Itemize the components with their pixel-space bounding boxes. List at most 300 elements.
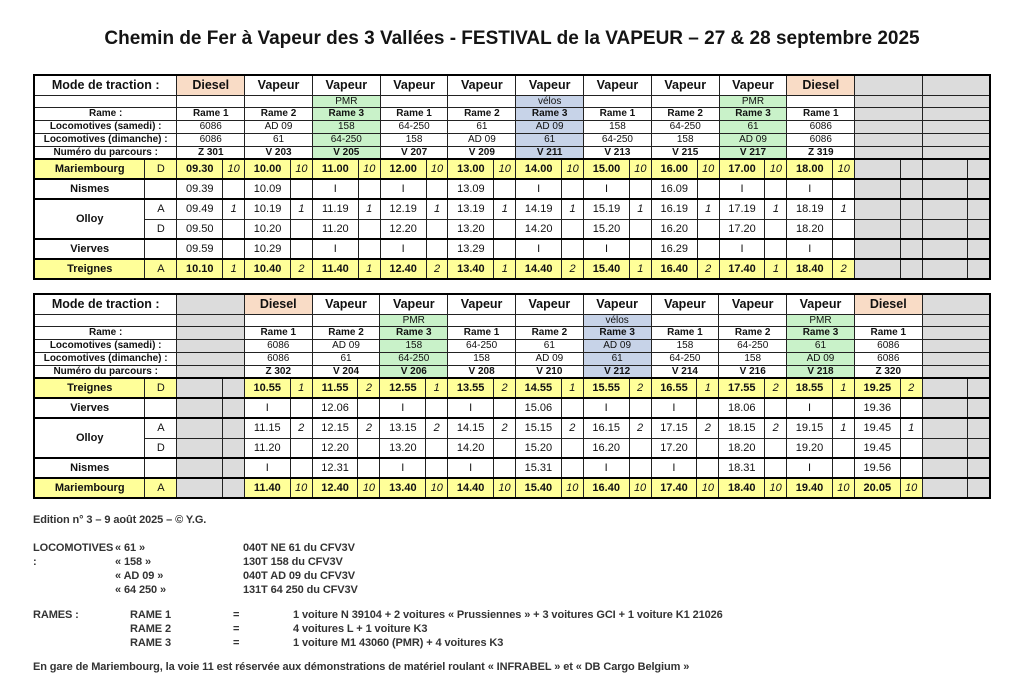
loco-samedi-cell: 64-250 [651, 120, 719, 133]
locomotive-key: « 64 250 » [115, 584, 166, 596]
time-cell: 12.40 [312, 478, 358, 498]
locomotive-key: « 158 » [115, 556, 152, 568]
empty-cell [922, 438, 968, 458]
time-cell: 16.40 [651, 259, 697, 279]
timetable-treignes-to-mariembourg [33, 293, 991, 499]
time-cell: 13.15 [380, 418, 426, 438]
stop-letter-cell [145, 458, 177, 478]
empty-cell [968, 159, 990, 179]
time-cell: 11.20 [244, 438, 290, 458]
rame-equals: = [233, 609, 240, 621]
empty-cell [900, 259, 922, 279]
track-cell: 10 [426, 478, 448, 498]
time-cell: 15.20 [515, 438, 561, 458]
rame-cell: Rame 2 [515, 326, 583, 339]
header-label-mode: Mode de traction : [34, 294, 177, 314]
station-cell: Vierves [34, 239, 145, 259]
time-cell: 16.00 [651, 159, 697, 179]
parcours-number-cell: V 204 [312, 365, 380, 378]
track-cell [290, 438, 312, 458]
track-cell: 10 [832, 478, 854, 498]
track-cell: 1 [697, 199, 719, 219]
loco-dimanche-cell: 158 [651, 133, 719, 146]
track-cell [765, 398, 787, 418]
parcours-number-cell: V 218 [787, 365, 855, 378]
track-cell [494, 219, 516, 239]
traction-mode-cell: Vapeur [719, 294, 787, 314]
loco-dimanche-cell: AD 09 [448, 133, 516, 146]
track-cell: 10 [900, 478, 922, 498]
loco-samedi-cell: 6086 [177, 120, 245, 133]
rame-cell: Rame 1 [380, 107, 448, 120]
header-label-dimanche: Locomotives (dimanche) : [34, 133, 177, 146]
track-cell [900, 438, 922, 458]
parcours-number-cell: Z 319 [787, 146, 855, 159]
empty-cell [855, 219, 901, 239]
empty-cell [177, 339, 245, 352]
station-cell: Olloy [34, 199, 145, 239]
empty-cell [922, 259, 968, 279]
time-cell: 13.40 [448, 259, 494, 279]
parcours-number-cell: V 205 [312, 146, 380, 159]
edition-line: Edition n° 3 – 9 août 2025 – © Y.G. [33, 514, 207, 526]
track-cell [223, 179, 245, 199]
empty-cell [900, 199, 922, 219]
track-cell [562, 239, 584, 259]
track-cell [629, 458, 651, 478]
track-cell [765, 458, 787, 478]
service-tag-cell [448, 314, 516, 326]
empty-cell [855, 199, 901, 219]
parcours-number-cell: V 216 [719, 365, 787, 378]
time-cell: 20.05 [854, 478, 900, 498]
track-cell: 1 [290, 378, 312, 398]
track-cell: 1 [290, 199, 312, 219]
empty-cell [922, 418, 968, 438]
service-tag-cell: PMR [719, 95, 787, 107]
time-cell: 11.40 [244, 478, 290, 498]
track-cell: 1 [426, 378, 448, 398]
track-cell: 10 [629, 159, 651, 179]
time-cell: 17.20 [651, 438, 697, 458]
parcours-number-cell: V 217 [719, 146, 787, 159]
time-cell: 14.19 [516, 199, 562, 219]
time-cell: I [312, 179, 358, 199]
track-cell: 1 [494, 259, 516, 279]
time-cell: 10.20 [245, 219, 291, 239]
rame-cell: Rame 1 [651, 326, 719, 339]
track-cell [561, 458, 583, 478]
time-cell: I [787, 179, 833, 199]
track-cell: 1 [561, 378, 583, 398]
track-cell: 2 [697, 259, 719, 279]
track-cell: 10 [629, 478, 651, 498]
loco-dimanche-cell: 64-250 [584, 133, 652, 146]
track-cell: 1 [629, 259, 651, 279]
time-cell: 18.20 [719, 438, 765, 458]
empty-cell [922, 478, 968, 498]
service-tag-cell: PMR [787, 314, 855, 326]
time-cell: 10.10 [177, 259, 223, 279]
track-cell: 10 [494, 159, 516, 179]
track-cell: 1 [697, 378, 719, 398]
service-tag-cell [651, 95, 719, 107]
rame-cell: Rame 1 [448, 326, 516, 339]
loco-samedi-cell: 61 [448, 120, 516, 133]
track-cell: 2 [765, 418, 787, 438]
time-cell: 12.19 [380, 199, 426, 219]
time-cell: 12.31 [312, 458, 358, 478]
empty-cell [968, 179, 990, 199]
track-cell: 10 [290, 478, 312, 498]
loco-samedi-cell: AD 09 [312, 339, 380, 352]
rame-key: RAME 3 [130, 637, 171, 649]
time-cell: 16.40 [583, 478, 629, 498]
time-cell: I [787, 398, 833, 418]
track-cell [561, 398, 583, 418]
service-tag-cell [787, 95, 855, 107]
track-cell: 2 [629, 378, 651, 398]
service-tag-cell: vélos [516, 95, 584, 107]
empty-cell [922, 378, 968, 398]
loco-samedi-cell: 6086 [854, 339, 922, 352]
empty-cell [177, 418, 223, 438]
empty-cell [922, 146, 990, 159]
track-cell [765, 219, 787, 239]
track-cell: 10 [697, 159, 719, 179]
locomotive-desc: 040T NE 61 du CFV3V [243, 542, 355, 554]
loco-dimanche-cell: 64-250 [380, 352, 448, 365]
track-cell [426, 219, 448, 239]
rames-label: RAMES : [33, 609, 79, 621]
locomotives-label [33, 569, 115, 583]
rame-cell: Rame 3 [312, 107, 380, 120]
empty-cell [922, 352, 990, 365]
time-cell: 15.55 [583, 378, 629, 398]
rame-row [33, 608, 991, 622]
stop-letter-cell: D [145, 219, 177, 239]
header-label-rame: Rame : [34, 107, 177, 120]
traction-mode-cell: Vapeur [245, 75, 313, 95]
time-cell: I [787, 239, 833, 259]
track-cell: 10 [562, 159, 584, 179]
rames-legend [33, 608, 991, 650]
rame-cell: Rame 3 [787, 326, 855, 339]
track-cell [900, 458, 922, 478]
loco-samedi-cell: 158 [380, 339, 448, 352]
track-cell [426, 179, 448, 199]
time-cell: 12.20 [380, 219, 426, 239]
empty-cell [223, 398, 245, 418]
locomotives-label: LOCOMOTIVES : [33, 542, 114, 568]
locomotive-desc: 130T 158 du CFV3V [243, 556, 343, 568]
loco-dimanche-cell: 64-250 [651, 352, 719, 365]
time-cell: 12.06 [312, 398, 358, 418]
track-cell: 1 [426, 199, 448, 219]
track-cell: 2 [358, 378, 380, 398]
time-cell: 12.15 [312, 418, 358, 438]
track-cell [629, 219, 651, 239]
time-cell: 17.40 [651, 478, 697, 498]
time-cell: 17.15 [651, 418, 697, 438]
rame-cell: Rame 2 [448, 107, 516, 120]
track-cell [697, 179, 719, 199]
loco-samedi-cell: 64-250 [380, 120, 448, 133]
track-cell: 10 [358, 159, 380, 179]
traction-mode-cell: Vapeur [515, 294, 583, 314]
empty-cell [922, 95, 990, 107]
time-cell: 15.00 [584, 159, 630, 179]
service-tag-cell [244, 314, 312, 326]
time-cell: I [787, 458, 833, 478]
track-cell [494, 398, 516, 418]
loco-dimanche-cell: 64-250 [312, 133, 380, 146]
track-cell: 2 [290, 418, 312, 438]
traction-mode-cell: Vapeur [448, 75, 516, 95]
loco-dimanche-cell: 6086 [787, 133, 855, 146]
track-cell: 2 [765, 378, 787, 398]
time-cell: 13.29 [448, 239, 494, 259]
empty-cell [900, 219, 922, 239]
service-tag-cell [380, 95, 448, 107]
empty-cell [900, 159, 922, 179]
rame-desc: 4 voitures L + 1 voiture K3 [293, 623, 428, 635]
time-cell: 15.20 [584, 219, 630, 239]
time-cell: I [312, 239, 358, 259]
track-cell: 2 [290, 259, 312, 279]
traction-mode-cell: Vapeur [448, 294, 516, 314]
track-cell [833, 219, 855, 239]
track-cell [494, 179, 516, 199]
loco-dimanche-cell: 61 [312, 352, 380, 365]
time-cell: 12.00 [380, 159, 426, 179]
track-cell [290, 219, 312, 239]
track-cell [833, 179, 855, 199]
time-cell: I [583, 458, 629, 478]
rame-cell: Rame 1 [787, 107, 855, 120]
service-tag-cell [448, 95, 516, 107]
parcours-number-cell: V 212 [583, 365, 651, 378]
loco-samedi-cell: 61 [787, 339, 855, 352]
service-tag-cell [584, 95, 652, 107]
track-cell [629, 398, 651, 418]
empty-cell [922, 458, 968, 478]
track-cell: 1 [223, 259, 245, 279]
track-cell: 2 [561, 418, 583, 438]
empty-cell [855, 179, 901, 199]
loco-dimanche-cell: AD 09 [787, 352, 855, 365]
service-tag-cell [515, 314, 583, 326]
track-11-note: En gare de Mariembourg, la voie 11 est réservée aux démonstrations de matériel roulant « INFRABEL » et « DB Cargo Belgium » [33, 661, 690, 673]
track-cell [697, 438, 719, 458]
time-cell: 18.40 [719, 478, 765, 498]
time-cell: 18.15 [719, 418, 765, 438]
rame-key: RAME 1 [130, 609, 171, 621]
stop-letter-cell: A [145, 418, 177, 438]
loco-dimanche-cell: AD 09 [515, 352, 583, 365]
traction-mode-cell: Vapeur [380, 75, 448, 95]
track-cell [358, 438, 380, 458]
empty-cell [177, 294, 245, 314]
timetable-mariembourg-to-treignes [33, 74, 991, 280]
header-label-blank [34, 314, 177, 326]
header-label-dimanche: Locomotives (dimanche) : [34, 352, 177, 365]
parcours-number-cell: Z 301 [177, 146, 245, 159]
locomotives-label [33, 555, 115, 569]
empty-cell [177, 365, 245, 378]
stop-letter-cell: D [145, 159, 177, 179]
track-cell [765, 179, 787, 199]
time-cell: I [583, 398, 629, 418]
empty-cell [223, 418, 245, 438]
time-cell: 13.20 [380, 438, 426, 458]
empty-cell [922, 107, 990, 120]
time-cell: 17.55 [719, 378, 765, 398]
track-cell [358, 398, 380, 418]
track-cell [426, 458, 448, 478]
rame-row [33, 636, 991, 650]
parcours-number-cell: V 209 [448, 146, 516, 159]
time-cell: 10.19 [245, 199, 291, 219]
time-cell: 19.45 [854, 418, 900, 438]
track-cell: 1 [358, 199, 380, 219]
header-label-rame: Rame : [34, 326, 177, 339]
time-cell: 14.20 [516, 219, 562, 239]
traction-mode-cell: Vapeur [651, 294, 719, 314]
time-cell: 18.06 [719, 398, 765, 418]
time-cell: 18.00 [787, 159, 833, 179]
time-cell: 16.20 [651, 219, 697, 239]
time-cell: 15.40 [584, 259, 630, 279]
service-tag-cell [177, 95, 245, 107]
track-cell [358, 239, 380, 259]
track-cell: 10 [561, 478, 583, 498]
track-cell [290, 239, 312, 259]
rame-cell: Rame 2 [719, 326, 787, 339]
time-cell: I [516, 239, 562, 259]
track-cell: 10 [765, 478, 787, 498]
service-tag-cell [854, 314, 922, 326]
traction-mode-cell: Vapeur [380, 294, 448, 314]
empty-cell [223, 378, 245, 398]
loco-samedi-cell: 158 [312, 120, 380, 133]
track-cell: 2 [562, 259, 584, 279]
loco-dimanche-cell: 61 [583, 352, 651, 365]
empty-cell [968, 418, 990, 438]
empty-cell [855, 259, 901, 279]
empty-cell [922, 179, 968, 199]
empty-cell [968, 458, 990, 478]
track-cell [832, 458, 854, 478]
track-cell [832, 398, 854, 418]
rame-cell: Rame 2 [651, 107, 719, 120]
parcours-number-cell: Z 320 [854, 365, 922, 378]
empty-cell [922, 339, 990, 352]
track-cell [562, 179, 584, 199]
time-cell: I [719, 179, 765, 199]
time-cell: 09.59 [177, 239, 223, 259]
track-cell [900, 398, 922, 418]
parcours-number-cell: V 214 [651, 365, 719, 378]
station-cell: Nismes [34, 179, 145, 199]
service-tag-cell [245, 95, 313, 107]
traction-mode-cell: Diesel [787, 75, 855, 95]
time-cell: I [584, 239, 630, 259]
time-cell: 19.56 [854, 458, 900, 478]
rame-cell: Rame 1 [584, 107, 652, 120]
traction-mode-cell: Diesel [177, 75, 245, 95]
parcours-number-cell: V 211 [516, 146, 584, 159]
locomotive-desc: 040T AD 09 du CFV3V [243, 570, 356, 582]
time-cell: I [651, 398, 697, 418]
track-cell: 1 [900, 418, 922, 438]
time-cell: 14.40 [516, 259, 562, 279]
time-cell: 15.19 [584, 199, 630, 219]
track-cell [290, 398, 312, 418]
time-cell: I [244, 458, 290, 478]
loco-samedi-cell: 64-250 [448, 339, 516, 352]
loco-samedi-cell: 61 [719, 120, 787, 133]
loco-samedi-cell: AD 09 [516, 120, 584, 133]
traction-mode-cell: Vapeur [584, 75, 652, 95]
empty-cell [968, 478, 990, 498]
time-cell: I [719, 239, 765, 259]
stop-letter-cell [145, 179, 177, 199]
time-cell: 13.40 [380, 478, 426, 498]
time-cell: 14.00 [516, 159, 562, 179]
track-cell [562, 219, 584, 239]
empty-cell [223, 478, 245, 498]
rame-equals: = [233, 623, 240, 635]
track-cell: 1 [358, 259, 380, 279]
service-tag-cell: vélos [583, 314, 651, 326]
empty-cell [177, 378, 223, 398]
track-cell [765, 438, 787, 458]
empty-cell [855, 133, 923, 146]
header-label-blank [34, 95, 177, 107]
time-cell: 11.55 [312, 378, 358, 398]
empty-cell [177, 478, 223, 498]
track-cell [290, 458, 312, 478]
header-label-parcours: Numéro du parcours : [34, 365, 177, 378]
rame-cell: Rame 2 [312, 326, 380, 339]
parcours-number-cell: V 215 [651, 146, 719, 159]
parcours-number-cell: V 208 [448, 365, 516, 378]
parcours-number-cell: V 203 [245, 146, 313, 159]
time-cell: I [380, 458, 426, 478]
rame-cell: Rame 1 [854, 326, 922, 339]
track-cell [223, 219, 245, 239]
track-cell [358, 458, 380, 478]
traction-mode-cell: Vapeur [312, 294, 380, 314]
header-label-samedi: Locomotives (samedi) : [34, 339, 177, 352]
loco-dimanche-cell: 61 [516, 133, 584, 146]
time-cell: 19.25 [854, 378, 900, 398]
track-cell: 1 [765, 259, 787, 279]
empty-cell [855, 159, 901, 179]
time-cell: 14.15 [448, 418, 494, 438]
locomotive-key: « AD 09 » [115, 570, 164, 582]
parcours-number-cell: V 206 [380, 365, 448, 378]
empty-cell [968, 398, 990, 418]
track-cell [426, 398, 448, 418]
locomotive-desc: 131T 64 250 du CFV3V [243, 584, 358, 596]
time-cell: 10.00 [245, 159, 291, 179]
time-cell: 16.15 [583, 418, 629, 438]
track-cell: 2 [426, 418, 448, 438]
empty-cell [968, 239, 990, 259]
track-cell [629, 438, 651, 458]
